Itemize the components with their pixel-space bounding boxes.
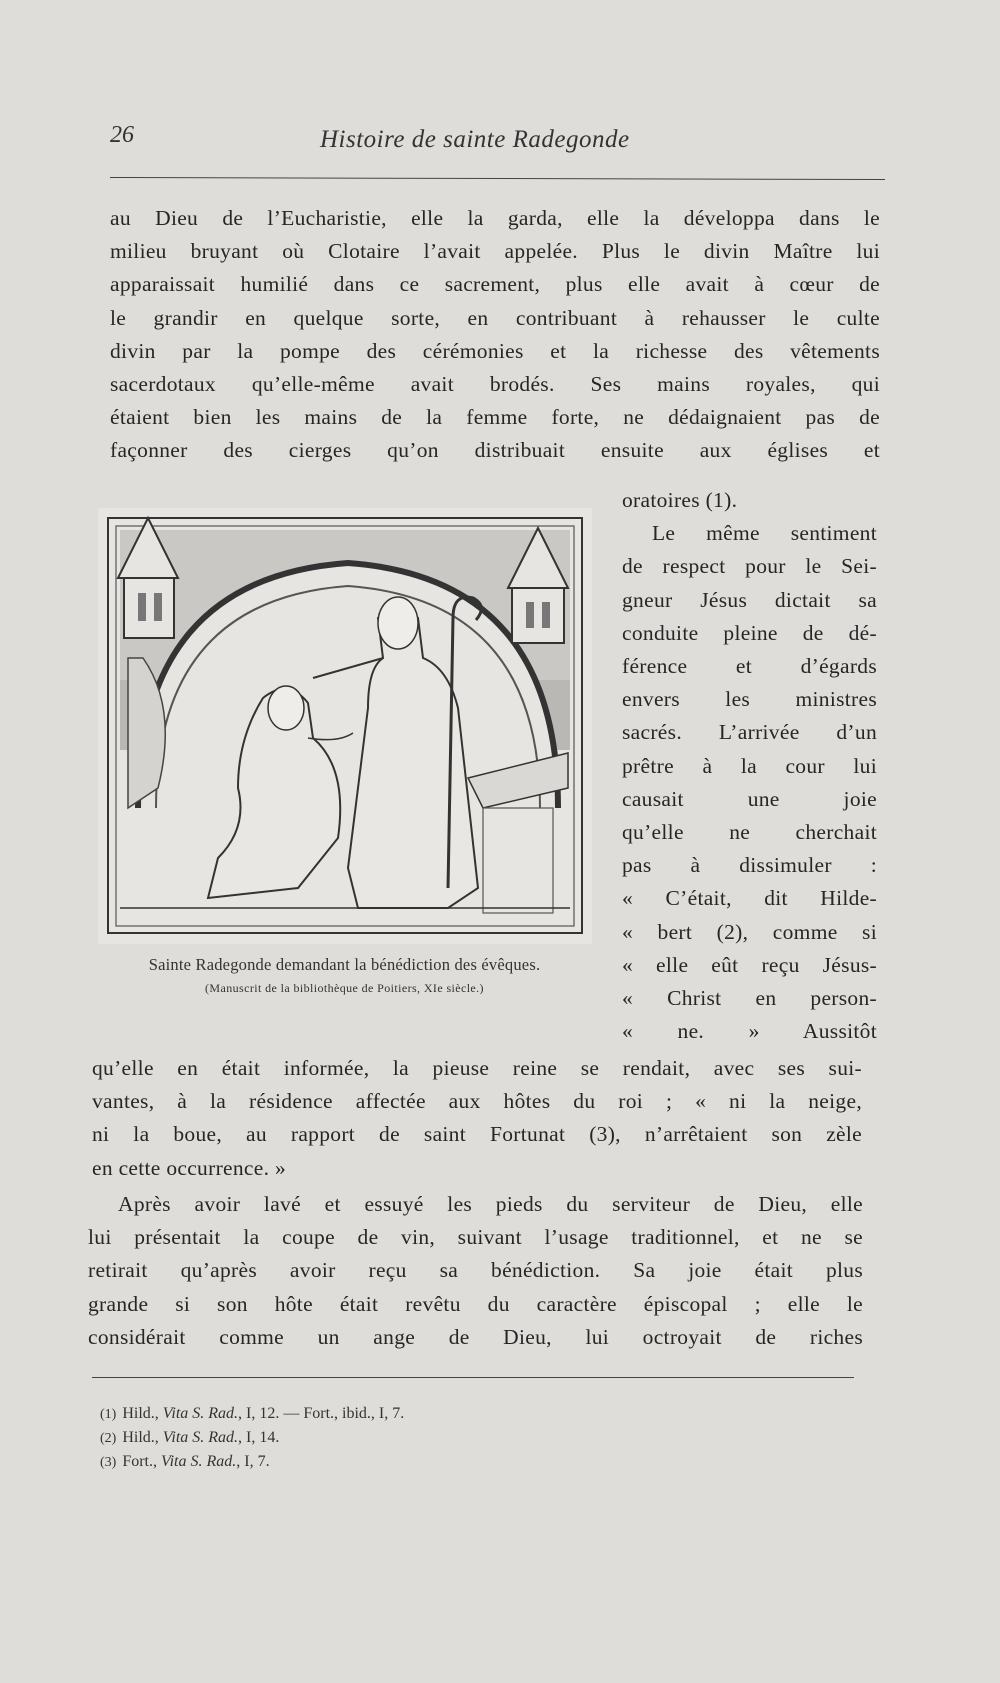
text-line: conduite pleine de dé- (622, 620, 877, 645)
text-line: qu’elle ne cherchait (622, 820, 877, 845)
text-line: étaient bien les mains de la femme forte, ne dédaignaient pas de (110, 405, 880, 430)
footnotes (100, 1402, 700, 1474)
text-line: apparaissait humilié dans ce sacrement, plus elle avait à cœur de (110, 272, 880, 297)
text-line: en cette occurrence. » (92, 1155, 287, 1180)
footnote-number: (1) (100, 1407, 117, 1422)
footnote-number: (2) (100, 1431, 117, 1446)
text-line: Après avoir lavé et essuyé les pieds du serviteur de Dieu, elle (118, 1192, 863, 1216)
text-line: considérait comme un ange de Dieu, lui octroyait de riches (88, 1324, 863, 1349)
text-line: férence et d’égards (622, 654, 877, 679)
footnote-text: Fort., (122, 1453, 161, 1470)
text-line: sacrés. L’arrivée d’un (622, 720, 877, 745)
text-line: « ne. » Aussitôt (622, 1019, 877, 1044)
text-line: « Christ en person- (622, 986, 877, 1011)
text-line: causait une joie (622, 786, 877, 811)
text-line: oratoires (1). (622, 488, 738, 512)
second-paragraph (88, 1188, 863, 1354)
text-line: grande si son hôte était revêtu du caractère épiscopal ; elle le (88, 1291, 863, 1316)
page-number: 26 (110, 122, 134, 148)
text-line: prêtre à la cour lui (622, 753, 877, 778)
caption-title: Sainte Radegonde demandant la bénédiction des évêques. (148, 955, 541, 974)
header-rule (110, 177, 885, 180)
text-line: vantes, à la résidence affectée aux hôtes du roi ; « ni la neige, (92, 1089, 862, 1114)
opening-paragraph (110, 202, 880, 468)
side-column-text (622, 484, 877, 1048)
text-line: lui présentait la coupe de vin, suivant l’usage traditionnel, et ne se (88, 1225, 863, 1250)
text-line: « elle eût reçu Jésus- (622, 952, 877, 977)
text-line: retirait qu’après avoir reçu sa bénédiction. Sa joie était plus (88, 1258, 863, 1283)
footnote-rule (92, 1377, 854, 1378)
footnote-text: , I, 12. — Fort., ibid., I, 7. (238, 1405, 405, 1422)
footnote-title: Vita S. Rad. (161, 1453, 237, 1470)
footnote-text: , I, 14. (238, 1429, 280, 1446)
caption-source: (Manuscrit de la bibliothèque de Poitiers, XIe siècle.) (205, 981, 484, 995)
text-line: envers les ministres (622, 687, 877, 712)
text-line: le grandir en quelque sorte, en contribuant à rehausser le culte (110, 305, 880, 330)
text-line: gneur Jésus dictait sa (622, 587, 877, 612)
footnote-title: Vita S. Rad. (162, 1405, 239, 1422)
text-line: qu’elle en était informée, la pieuse reine se rendait, avec ses sui- (92, 1056, 862, 1080)
text-line: ni la boue, au rapport de saint Fortunat (3), n’arrêtaient son zèle (92, 1122, 862, 1147)
illustration (98, 508, 592, 944)
running-title: Histoire de sainte Radegonde (320, 126, 630, 153)
manuscript-illustration (98, 508, 592, 944)
text-line: façonner des cierges qu’on distribuait ensuite aux églises et (110, 438, 880, 463)
footnote-title: Vita S. Rad. (162, 1429, 239, 1446)
footnote-2 (100, 1426, 700, 1450)
text-line: milieu bruyant où Clotaire l’avait appelée. Plus le divin Maître lui (110, 239, 880, 264)
footnote-text: Hild., (122, 1405, 163, 1422)
text-line: pas à dissimuler : (622, 853, 877, 878)
footnote-number: (3) (100, 1455, 117, 1470)
page-header (110, 122, 885, 162)
text-line: sacerdotaux qu’elle-même avait brodés. Ses mains royales, qui (110, 372, 880, 397)
text-line: au Dieu de l’Eucharistie, elle la garda, elle la développa dans le (110, 206, 880, 230)
footnote-text: , I, 7. (236, 1453, 270, 1470)
text-line: de respect pour le Sei- (622, 554, 877, 579)
continuation-paragraph (92, 1052, 862, 1185)
footnote-1 (100, 1402, 700, 1426)
text-line: Le même sentiment (652, 521, 877, 546)
text-line: divin par la pompe des cérémonies et la richesse des vêtements (110, 338, 880, 363)
text-line: « bert (2), comme si (622, 919, 877, 944)
footnote-text: Hild., (122, 1429, 163, 1446)
text-line: « C’était, dit Hilde- (622, 886, 877, 911)
footnote-3 (100, 1450, 700, 1474)
figure-caption (92, 955, 597, 996)
